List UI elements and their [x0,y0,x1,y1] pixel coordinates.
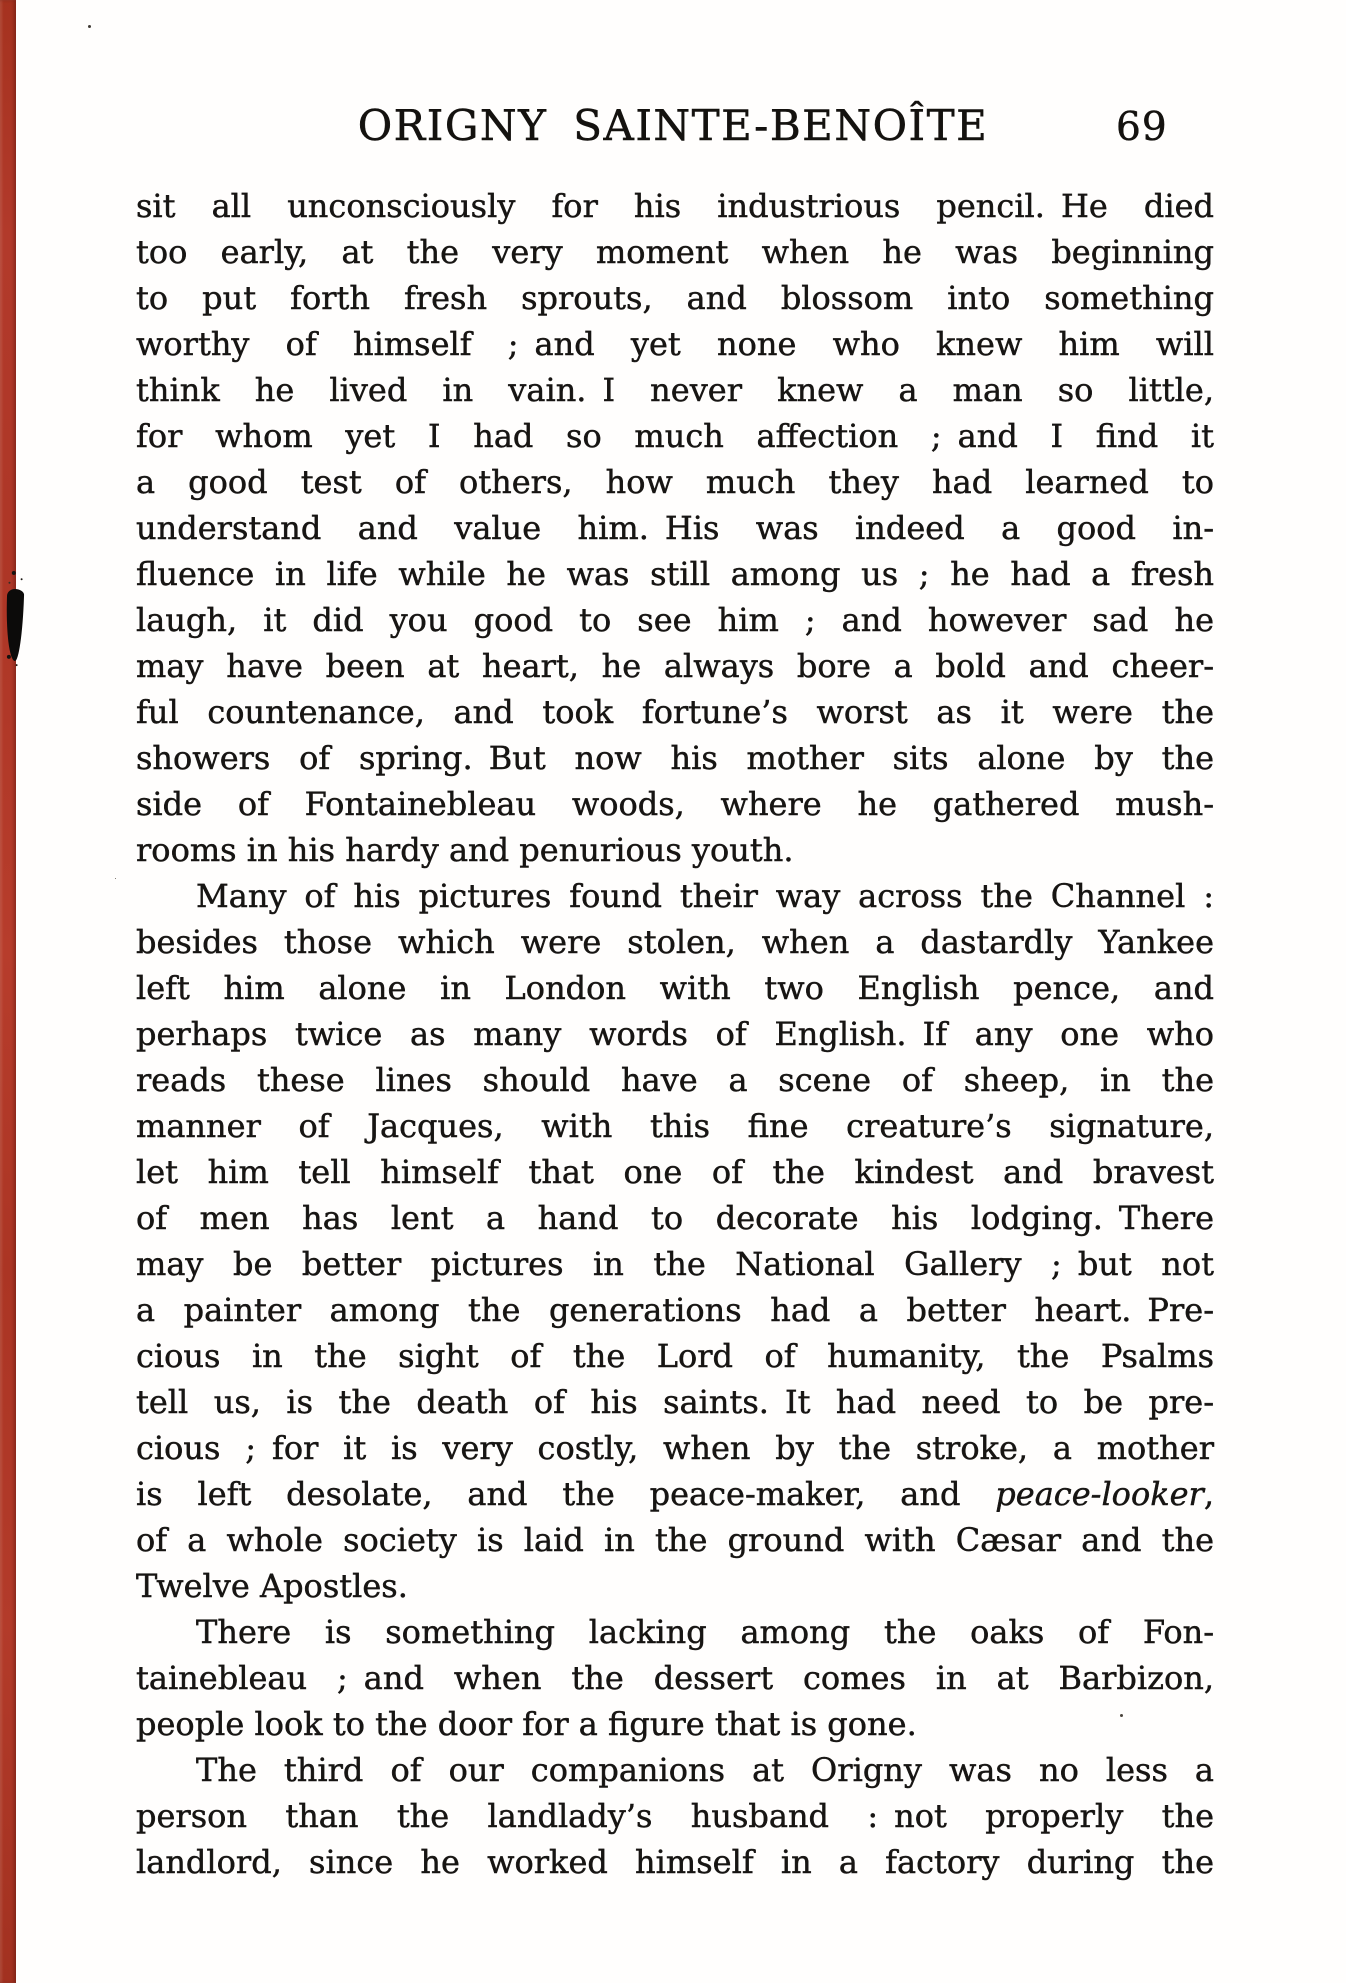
text-line: person than the landlady’s husband : not properly the [136,1797,1214,1835]
italic-text: peace-looker [995,1475,1204,1513]
text-line: There is something lacking among the oaks of Fon- [196,1613,1214,1651]
scan-edge-stripe [0,0,16,1983]
text-line: too early, at the very moment when he was beginning [136,233,1214,271]
text-line: may have been at heart, he always bore a bold and cheer- [136,647,1214,685]
text-line: worthy of himself ; and yet none who knew him will [136,325,1214,363]
text-line: showers of spring. But now his mother sits alone by the [136,739,1214,777]
text-line: think he lived in vain. I never knew a man so little, [136,371,1214,409]
text-line: fluence in life while he was still among us ; he had a fresh [136,555,1214,593]
text-line: Twelve Apostles. [136,1567,408,1605]
text-line: cious in the sight of the Lord of humanity, the Psalms [136,1337,1214,1375]
text-line: tainebleau ; and when the dessert comes in at Barbizon, [136,1659,1214,1697]
text-line: sit all unconsciously for his industrious pencil. He died [136,187,1214,225]
text-line: a good test of others, how much they had learned to [136,463,1214,501]
text-line: let him tell himself that one of the kindest and bravest [136,1153,1214,1191]
text-line: besides those which were stolen, when a dastardly Yankee [136,923,1214,961]
page-title: ORIGNY SAINTE-BENOÎTE [357,101,989,150]
page-number: 69 [1116,105,1168,150]
text-line: laugh, it did you good to see him ; and however sad he [136,601,1214,639]
text-line: of a whole society is laid in the ground with Cæsar and the [136,1521,1214,1559]
text-line: cious ; for it is very costly, when by the stroke, a mother [136,1429,1214,1467]
text-line: manner of Jacques, with this fine creature’s signature, [136,1107,1214,1145]
text-line: tell us, is the death of his saints. It had need to be pre- [136,1383,1214,1421]
text-line: for whom yet I had so much affection ; and I find it [136,417,1214,455]
text-line: Many of his pictures found their way across the Channel : [196,877,1214,915]
text-line: The third of our companions at Origny was no less a [196,1751,1214,1789]
text-line: perhaps twice as many words of English. If any one who [136,1015,1214,1053]
text-line: side of Fontainebleau woods, where he gathered mush- [136,785,1214,823]
text-line: a painter among the generations had a better heart. Pre- [136,1291,1214,1329]
body-text [136,183,1214,1885]
text-line: of men has lent a hand to decorate his lodging. There [136,1199,1214,1237]
text-line: left him alone in London with two English pence, and [136,969,1214,1007]
text-line: landlord, since he worked himself in a factory during the [136,1843,1214,1881]
text-line: may be better pictures in the National Gallery ; but not [136,1245,1214,1283]
text-line: people look to the door for a figure that is gone. [136,1705,917,1743]
running-header [0,0,1346,170]
text-line: to put forth fresh sprouts, and blossom into something [136,279,1214,317]
text-line: rooms in his hardy and penurious youth. [136,831,794,869]
text-line: reads these lines should have a scene of sheep, in the [136,1061,1214,1099]
text-line: understand and value him. His was indeed a good in- [136,509,1214,547]
text-line [136,1471,1214,1517]
text-segment: , [1203,1475,1214,1513]
text-segment: is left desolate, and the peace-maker, and [136,1475,996,1513]
text-line: ful countenance, and took fortune’s worst as it were the [136,693,1214,731]
